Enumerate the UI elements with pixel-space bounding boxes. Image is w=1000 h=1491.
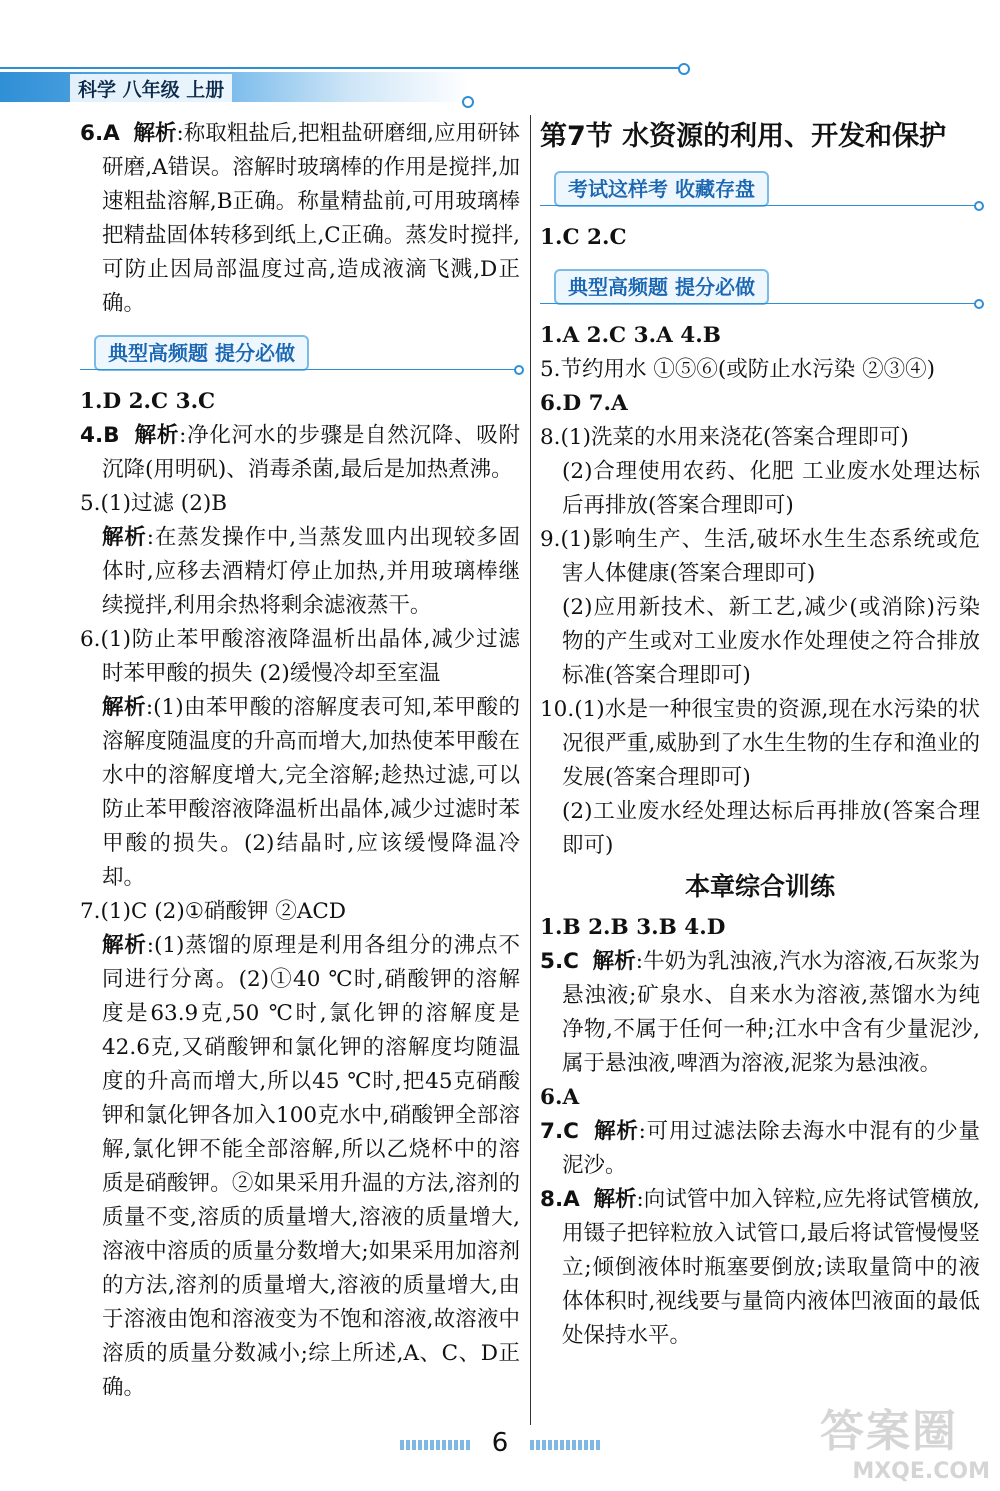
banner-high-frequency — [80, 331, 520, 375]
answer-10-part2: (2)工业废水经处理达标后再排放(答案合理即可) — [562, 799, 980, 858]
banner-high-frequency — [540, 265, 980, 309]
answer-6b-analysis: 解析:(1)由苯甲酸的溶解度表可知,苯甲酸的溶解度随温度的升高而增大,加热使苯甲酸在水中的溶解度增大,完全溶解;趁热过滤,可以防止苯甲酸溶液降温析出晶体,减少过滤时苯甲酸的损失。(2)结晶时,应该缓慢降温冷却。 — [102, 695, 520, 890]
answer-review-5: 5.C 解析:牛奶为乳浊液,汽水为溶液,石灰浆为悬浊液;矿泉水、自来水为溶液,蒸馏水为纯净物,不属于任何一种;江水中含有少量泥沙,属于悬浊液,啤酒为溶液,泥浆为悬浊液。 — [540, 949, 980, 1076]
answer-review-8: 8.A 解析:向试管中加入锌粒,应先将试管横放,用镊子把锌粒放入试管口,最后将试管慢慢竖立;倾倒液体时瓶塞要倒放;读取量筒中的液体体积时,视线要与量筒内液体凹液面的最低处保持水平。 — [540, 1187, 980, 1348]
answer-9-part1: 9.(1)影响生产、生活,破坏水生生态系统或危害人体健康(答案合理即可) — [540, 527, 980, 586]
section-title: 第7节 水资源的利用、开发和保护 — [540, 121, 947, 152]
footer-deco-left — [400, 1440, 470, 1450]
answer-4: 4.B 解析:净化河水的步骤是自然沉降、吸附沉降(用明矾)、消毒杀菌,最后是加热煮沸。 — [80, 423, 520, 482]
answer-9-part2: (2)应用新技术、新工艺,减少(或消除)污染物的产生或对工业废水作处理使之符合排放标准(答案合理即可) — [562, 595, 980, 688]
header-rule — [0, 67, 680, 69]
answer-6b: 6.(1)防止苯甲酸溶液降温析出晶体,减少过滤时苯甲酸的损失 (2)缓慢冷却至室温 — [80, 627, 520, 686]
answers-6-7: 6.D 7.A — [540, 391, 628, 416]
header-rule-end-dot — [678, 63, 690, 75]
column-divider — [530, 115, 531, 1425]
left-column — [80, 117, 520, 1405]
answer-review-7: 7.C 解析:可用过滤法除去海水中混有的少量泥沙。 — [540, 1119, 980, 1178]
footer-deco-right — [530, 1440, 600, 1450]
answer-review-6: 6.A — [540, 1085, 580, 1110]
chapter-review-title: 本章综合训练 — [684, 872, 835, 901]
banner-label: 考试这样考 收藏存盘 — [554, 171, 769, 207]
answer-7: 7.(1)C (2)①硝酸钾 ②ACD — [80, 899, 347, 924]
banner-exam — [540, 167, 980, 211]
header-band-dot — [462, 96, 474, 108]
answers-1-4: 1.A 2.C 3.A 4.B — [540, 323, 721, 348]
answer-5: 5.节约用水 ①⑤⑥(或防止水污染 ②③④) — [540, 357, 935, 382]
banner-label: 典型高频题 提分必做 — [554, 269, 769, 305]
answer-10-part1: 10.(1)水是一种很宝贵的资源,现在水污染的状况很严重,威胁到了水生生物的生存和渔业的发展(答案合理即可) — [540, 697, 980, 790]
answer-5: 5.(1)过滤 (2)B — [80, 491, 228, 516]
page-number: 6 — [491, 1428, 509, 1458]
answers-exam: 1.C 2.C — [540, 225, 627, 250]
answer-6: 6.A 解析:称取粗盐后,把粗盐研磨细,应用研钵研磨,A错误。溶解时玻璃棒的作用是搅拌,加速粗盐溶解,B正确。称量精盐前,可用玻璃棒把精盐固体转移到纸上,C正确。蒸发时搅拌,可防止因局部温度过高,造成液滴飞溅,D正确。 — [80, 121, 520, 316]
banner-label: 典型高频题 提分必做 — [94, 335, 309, 371]
answer-7-analysis: 解析:(1)蒸馏的原理是利用各组分的沸点不同进行分离。(2)①40 ℃时,硝酸钾的溶解度是63.9克,50 ℃时,氯化钾的溶解度是42.6克,又硝酸钾和氯化钾的溶解度均随温度的升高而增大,所以45 ℃时,把45克硝酸钾和氯化钾各加入100克水中,硝酸钾全部溶解,氯化钾不能全部溶解,所以乙烧杯中的溶质是硝酸钾。②如果采用升温的方法,溶剂的质量不变,溶质的质量增大,溶液的质量增大,溶液中溶质的质量分数增大;如果采用加溶剂的方法,溶剂的质量增大,溶液的质量增大,由于溶液由饱和溶液变为不饱和溶液,故溶液中溶质的质量分数减小;综上所述,A、C、D正确。 — [102, 933, 520, 1400]
answers-review-1-4: 1.B 2.B 3.B 4.D — [540, 915, 726, 940]
header-title: 科学 八年级 上册 — [70, 74, 232, 103]
answer-8-part1: 8.(1)洗菜的水用来浇花(答案合理即可) — [540, 425, 909, 450]
answers-1-3: 1.D 2.C 3.C — [80, 389, 216, 414]
answer-8-part2: (2)合理使用农药、化肥 工业废水处理达标后再排放(答案合理即可) — [562, 459, 980, 518]
answer-5-analysis: 解析:在蒸发操作中,当蒸发皿内出现较多固体时,应移去酒精灯停止加热,并用玻璃棒继续搅拌,利用余热将剩余滤液蒸干。 — [102, 525, 520, 618]
watermark-logo: 答案圈 MXQE.COM — [820, 1406, 990, 1484]
right-column — [540, 117, 980, 1353]
